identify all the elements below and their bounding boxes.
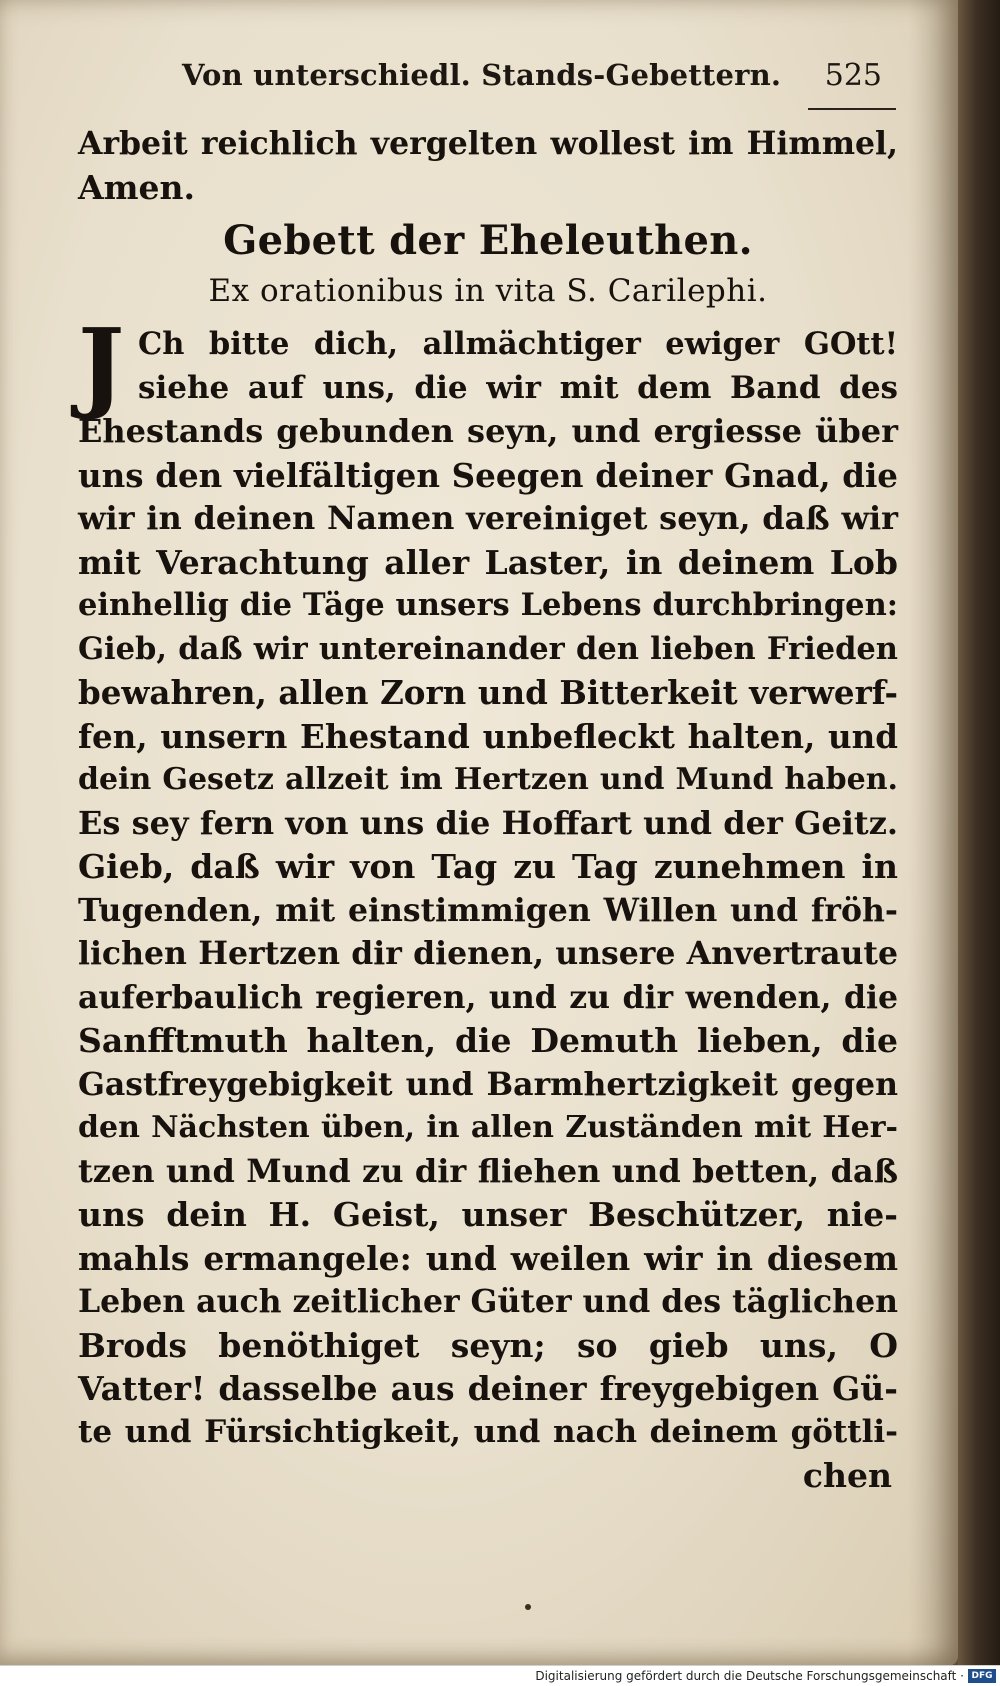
text-line: Brods benöthiget seyn; so gieb uns, O bbox=[78, 1325, 898, 1365]
text-line: siehe auf uns, die wir mit dem Band des bbox=[138, 369, 898, 406]
footer-credit: Digitalisierung gefördert durch die Deutsche Forschungsgemeinschaft · bbox=[535, 1669, 964, 1683]
text-line: tzen und Mund zu dir fliehen und betten, daß bbox=[78, 1151, 898, 1190]
text-line: den Nächsten üben, in allen Zuständen mit Her- bbox=[78, 1110, 898, 1145]
text-line: auferbaulich regieren, und zu dir wenden, die bbox=[78, 978, 898, 1016]
prayer-text bbox=[78, 308, 899, 1497]
text-line: bewahren, allen Zorn und Bitterkeit verwerf- bbox=[78, 673, 898, 712]
text-line: mit Verachtung aller Laster, in deinem Lob bbox=[78, 542, 898, 582]
text-line: Leben auch zeitlicher Güter und des täglichen bbox=[78, 1283, 899, 1320]
text-line: mahls ermangele: und weilen wir in diesem bbox=[78, 1238, 898, 1278]
digitization-footer bbox=[0, 1665, 1000, 1686]
text-line: Gieb, daß wir von Tag zu Tag zunehmen in bbox=[78, 847, 898, 886]
page-header bbox=[182, 58, 882, 106]
text-line: uns den vielfältigen Seegen deiner Gnad, die bbox=[78, 455, 898, 495]
section-subtitle: Ex orationibus in vita S. Carilephi. bbox=[208, 273, 768, 309]
dfg-logo[interactable]: DFG bbox=[968, 1669, 996, 1683]
drop-cap-initial: J bbox=[78, 308, 125, 423]
text-line: Tugenden, mit einstimmigen Willen und fröh- bbox=[78, 891, 898, 929]
continuation-line: Arbeit reichlich vergelten wollest im Himmel, bbox=[78, 125, 898, 162]
text-line: dein Gesetz allzeit im Hertzen und Mund haben. bbox=[78, 762, 898, 797]
text-line: Gastfreygebigkeit und Barmhertzigkeit gegen bbox=[78, 1065, 898, 1103]
text-line: fen, unsern Ehestand unbefleckt halten, und bbox=[78, 716, 898, 756]
catchword: chen bbox=[802, 1456, 892, 1495]
continuation-line: Amen. bbox=[78, 167, 195, 207]
running-title: Von unterschiedl. Stands-Gebettern. bbox=[182, 58, 782, 92]
text-line: uns dein H. Geist, unser Beschützer, nie- bbox=[78, 1195, 898, 1234]
text-line: te und Fürsichtigkeit, und nach deinem göttli- bbox=[78, 1413, 898, 1450]
text-line: Gieb, daß wir untereinander den lieben Frieden bbox=[78, 630, 898, 667]
text-line: Sanfftmuth halten, die Demuth lieben, die bbox=[78, 1021, 898, 1060]
text-line: wir in deinen Namen vereiniget seyn, daß wir bbox=[78, 499, 898, 537]
section-title: Gebett der Eheleuthen. bbox=[223, 217, 753, 264]
text-line: Es sey fern von uns die Hoffart und der Geitz. bbox=[78, 803, 898, 842]
text-line: Ch bitte dich, allmächtiger ewiger GOtt! bbox=[138, 326, 898, 362]
text-line: lichen Hertzen dir dienen, unsere Anvertraute bbox=[78, 935, 898, 972]
text-line: Vatter! dasselbe aus deiner freygebigen Gü- bbox=[78, 1369, 898, 1408]
text-line: einhellig die Täge unsers Lebens durchbringen: bbox=[78, 587, 898, 623]
text-line: Ehestands gebunden seyn, und ergiesse über bbox=[78, 412, 898, 450]
page-number: 525 bbox=[824, 58, 882, 93]
header-rule bbox=[808, 108, 896, 110]
page-gutter-shade bbox=[908, 0, 958, 1666]
page-blemish bbox=[525, 1604, 531, 1610]
body-text bbox=[78, 122, 898, 1497]
